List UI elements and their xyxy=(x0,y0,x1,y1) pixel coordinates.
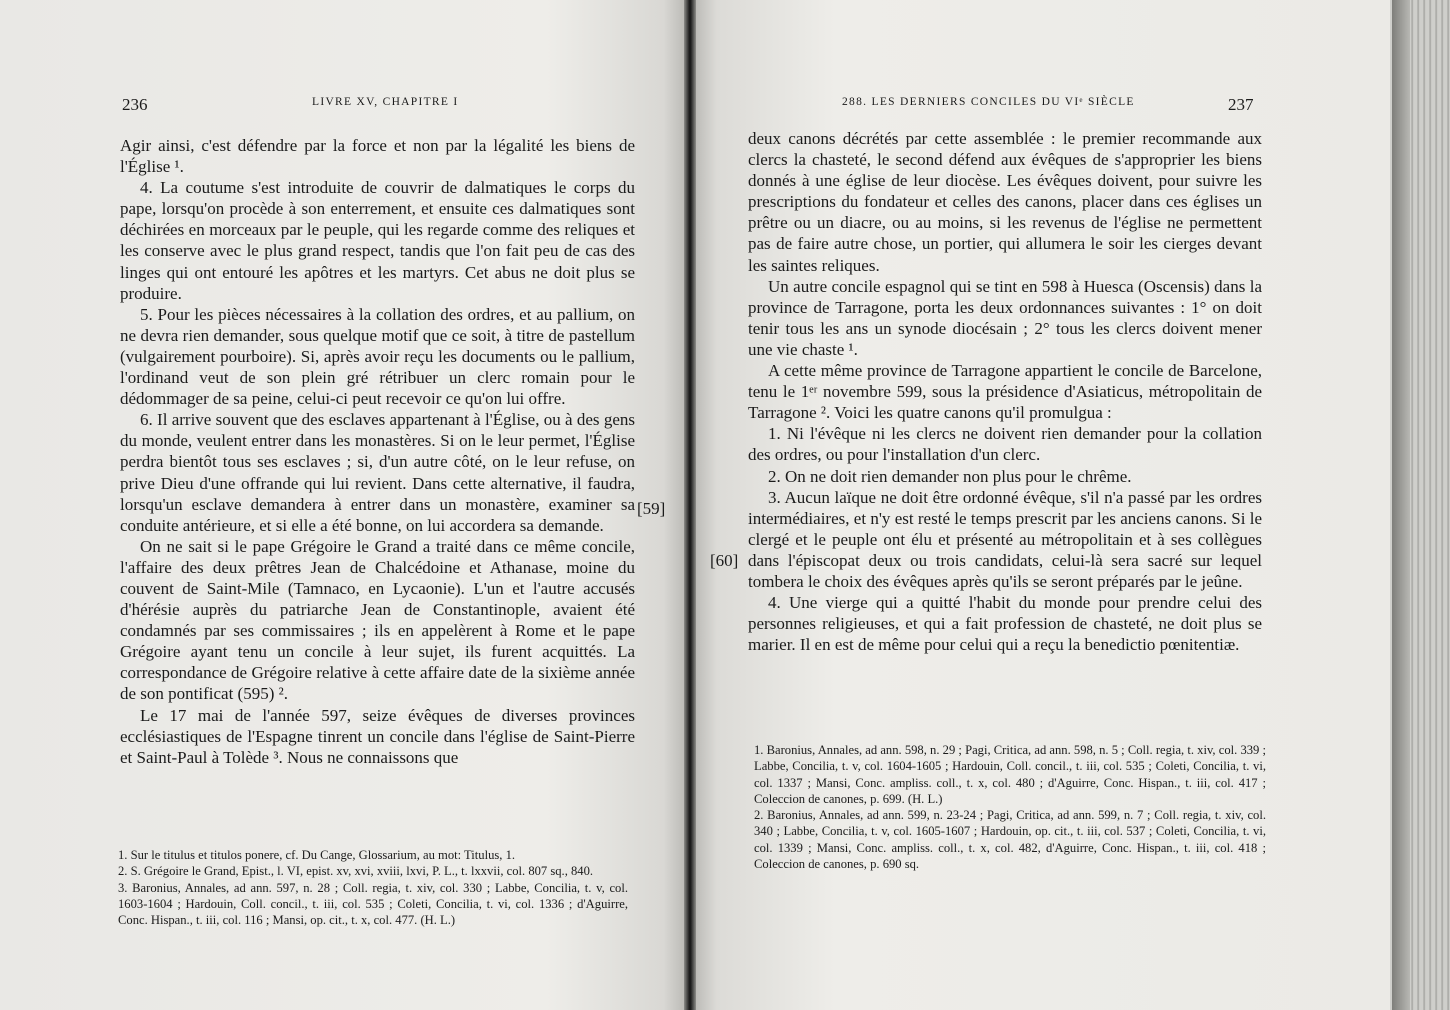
left-footnotes xyxy=(118,847,628,928)
right-paragraph: 1. Ni l'évêque ni les clercs ne doivent rien demander pour la collation des ordres, ou pour l'installation d'un clerc. xyxy=(748,424,1262,465)
left-paragraph: 5. Pour les pièces nécessaires à la collation des ordres, et au pallium, on ne devra rien demander, sous quelque motif que ce soit, à titre de pastellum (vulgairement pourboire). Si, après avoir reçu les documents ou le pallium, l'ordinand veut de son plein gré rétribuer un clerc romain pour le dédommager de sa peine, celui-ci peut recevoir ce qu'on lui offre. xyxy=(120,304,635,409)
right-footnotes xyxy=(754,742,1266,872)
footnote: 1. Sur le titulus et titulos ponere, cf. Du Cange, Glossarium, au mot: Titulus, 1. xyxy=(118,848,516,862)
footnote: 2. Baronius, Annales, ad ann. 599, n. 23-24 ; Pagi, Critica, ad ann. 599, n. 7 ; Coll. regia, t. xiv, col. 340 ; Labbe, Concilia, t. v, col. 1605-1607 ; Hardouin, op. cit., t. iii, col. 537 ; Coleti, Concilia, t. vi, col. 1339 ; Mansi, Conc. ampliss. coll., t. x, col. 482, d'Aguirre, Conc. Hispan., t. iii, col. 418 ; Coleccion de canones, p. 690 sq. xyxy=(754,808,1266,872)
right-page-number: 237 xyxy=(1228,95,1254,114)
right-paragraph: 3. Aucun laïque ne doit être ordonné évêque, s'il n'a passé par les ordres intermédiaires, et n'y est resté le temps prescrit par les anciens canons. Si le clergé et le peuple ont élu et présenté au métropolitain et à ses collègues dans l'épiscopat deux ou trois candidats, celui-là sera sacré sur lequel tombera le choix des évêques après qu'ils se seront préparés par le jeûne. xyxy=(748,487,1262,591)
left-margin-marker: [59] xyxy=(637,499,666,518)
right-paragraph: A cette même province de Tarragone appartient le concile de Barcelone, tenu le 1ᵉʳ novembre 599, sous la présidence d'Asiaticus, métropolitain de Tarragone ². Voici les quatre canons qu'il promulgua : xyxy=(748,361,1262,423)
left-paragraph: Agir ainsi, c'est défendre par la force et non par la légalité les biens de l'Église ¹. xyxy=(120,136,635,177)
footnote: 3. Baronius, Annales, ad ann. 597, n. 28 ; Coll. regia, t. xiv, col. 330 ; Labbe, Concilia, t. v, col. 1603-1604 ; Hardouin, Coll. concil., t. iii, col. 535 ; Coleti, Concilia, t. vi, col. 1336 ; d'Aguirre, Conc. Hispan., t. iii, col. 116 ; Mansi, op. cit., t. x, col. 477. (H. L.) xyxy=(118,880,628,928)
right-paragraph: 4. Une vierge qui a quitté l'habit du monde pour prendre celui des personnes religieuses, et qui a fait profession de chasteté, ne doit plus se marier. Il en est de même pour celui qui a reçu la benedictio pœnitentiæ. xyxy=(748,593,1262,655)
left-paragraph: 4. La coutume s'est introduite de couvrir de dalmatiques le corps du pape, lorsqu'on procède à son enterrement, et ensuite ces dalmatiques sont déchirées en morceaux par le peuple, qui les regarde comme des reliques et les conserve avec le plus grand respect, tandis que l'on fait peu de cas des linges qui ont entouré les apôtres et les martyrs. Cet abus ne doit plus se produire. xyxy=(120,178,635,303)
right-paragraph: Un autre concile espagnol qui se tint en 598 à Huesca (Oscensis) dans la province de Tarragone, porta les deux ordonnances suivantes : 1° on doit tenir tous les ans un synode diocésain ; 2° tous les clercs doivent mener une vie chaste ¹. xyxy=(748,276,1262,359)
page-edge-shadow xyxy=(1392,0,1410,1010)
left-running-head: LIVRE XV, CHAPITRE I xyxy=(312,96,459,108)
right-body-text xyxy=(748,128,1262,655)
left-paragraph: 6. Il arrive souvent que des esclaves appartenant à l'Église, ou à des gens du monde, veulent entrer dans les monastères. Si on le leur permet, l'Église perdra bientôt tous ses esclaves ; si, d'un autre côté, on le leur refuse, on prive Dieu d'une offrande qui lui revient. Dans cette alternative, il faudra, lorsqu'un esclave demandera à entrer dans un monastère, examiner sa conduite antérieure, et si elle a été bonne, on lui accordera sa demande. xyxy=(120,410,635,535)
right-paragraph: deux canons décrétés par cette assemblée : le premier recommande aux clercs la chasteté, le second défend aux évêques de s'approprier les biens donnés à une église de leur diocèse. Les évêques doivent, pour suivre les prescriptions du fondateur et celles des canons, placer dans ces églises un prêtre ou un diacre, ou au moins, si les revenus de l'église ne permettent pas de faire autre chose, un portier, qui allumera le soir les cierges devant les saintes reliques. xyxy=(748,129,1262,275)
right-paragraph: 2. On ne doit rien demander non plus pour le chrême. xyxy=(768,466,1132,486)
left-page-number: 236 xyxy=(122,95,148,114)
footnote: 2. S. Grégoire le Grand, Epist., l. VI, epist. xv, xvi, xviii, lxvi, P. L., t. lxxvii, col. 807 sq., 840. xyxy=(118,864,594,879)
book-gutter xyxy=(684,0,696,1010)
left-paragraph: On ne sait si le pape Grégoire le Grand a traité dans ce même concile, l'affaire des deux prêtres Jean de Chalcédoine et Athanase, moine du couvent de Saint-Mile (Tamnaco, en Lycaonie). L'un et l'autre accusés d'hérésie auprès du patriarche Jean de Constantinople, avaient été condamnés par ses commissaires ; ils en appelèrent à Rome et le pape Grégoire ayant tenu un concile à leur sujet, ils furent acquittés. La correspondance de Grégoire relative à cette affaire date de la sixième année de son pontificat (595) ². xyxy=(120,536,635,704)
right-running-head: 288. LES DERNIERS CONCILES DU VIᵉ SIÈCLE xyxy=(842,96,1135,108)
left-paragraph: Le 17 mai de l'année 597, seize évêques de diverses provinces ecclésiastiques de l'Espagne tinrent un concile dans l'église de Saint-Pierre et Saint-Paul à Tolède ³. Nous ne connaissons que xyxy=(120,705,635,767)
right-margin-marker: [60] xyxy=(710,551,739,570)
left-body-text xyxy=(120,135,635,768)
footnote: 1. Baronius, Annales, ad ann. 598, n. 29 ; Pagi, Critica, ad ann. 598, n. 5 ; Coll. regia, t. xiv, col. 339 ; Labbe, Concilia, t. v, col. 1604-1605 ; Hardouin, Coll. concil., t. iii, col. 535 ; Coleti, Concilia, t. vi, col. 1337 ; Mansi, Conc. ampliss. coll., t. x, col. 480 ; d'Aguirre, Conc. Hispan., t. iii, col. 417 ; Coleccion de canones, p. 699. (H. L.) xyxy=(754,743,1266,806)
